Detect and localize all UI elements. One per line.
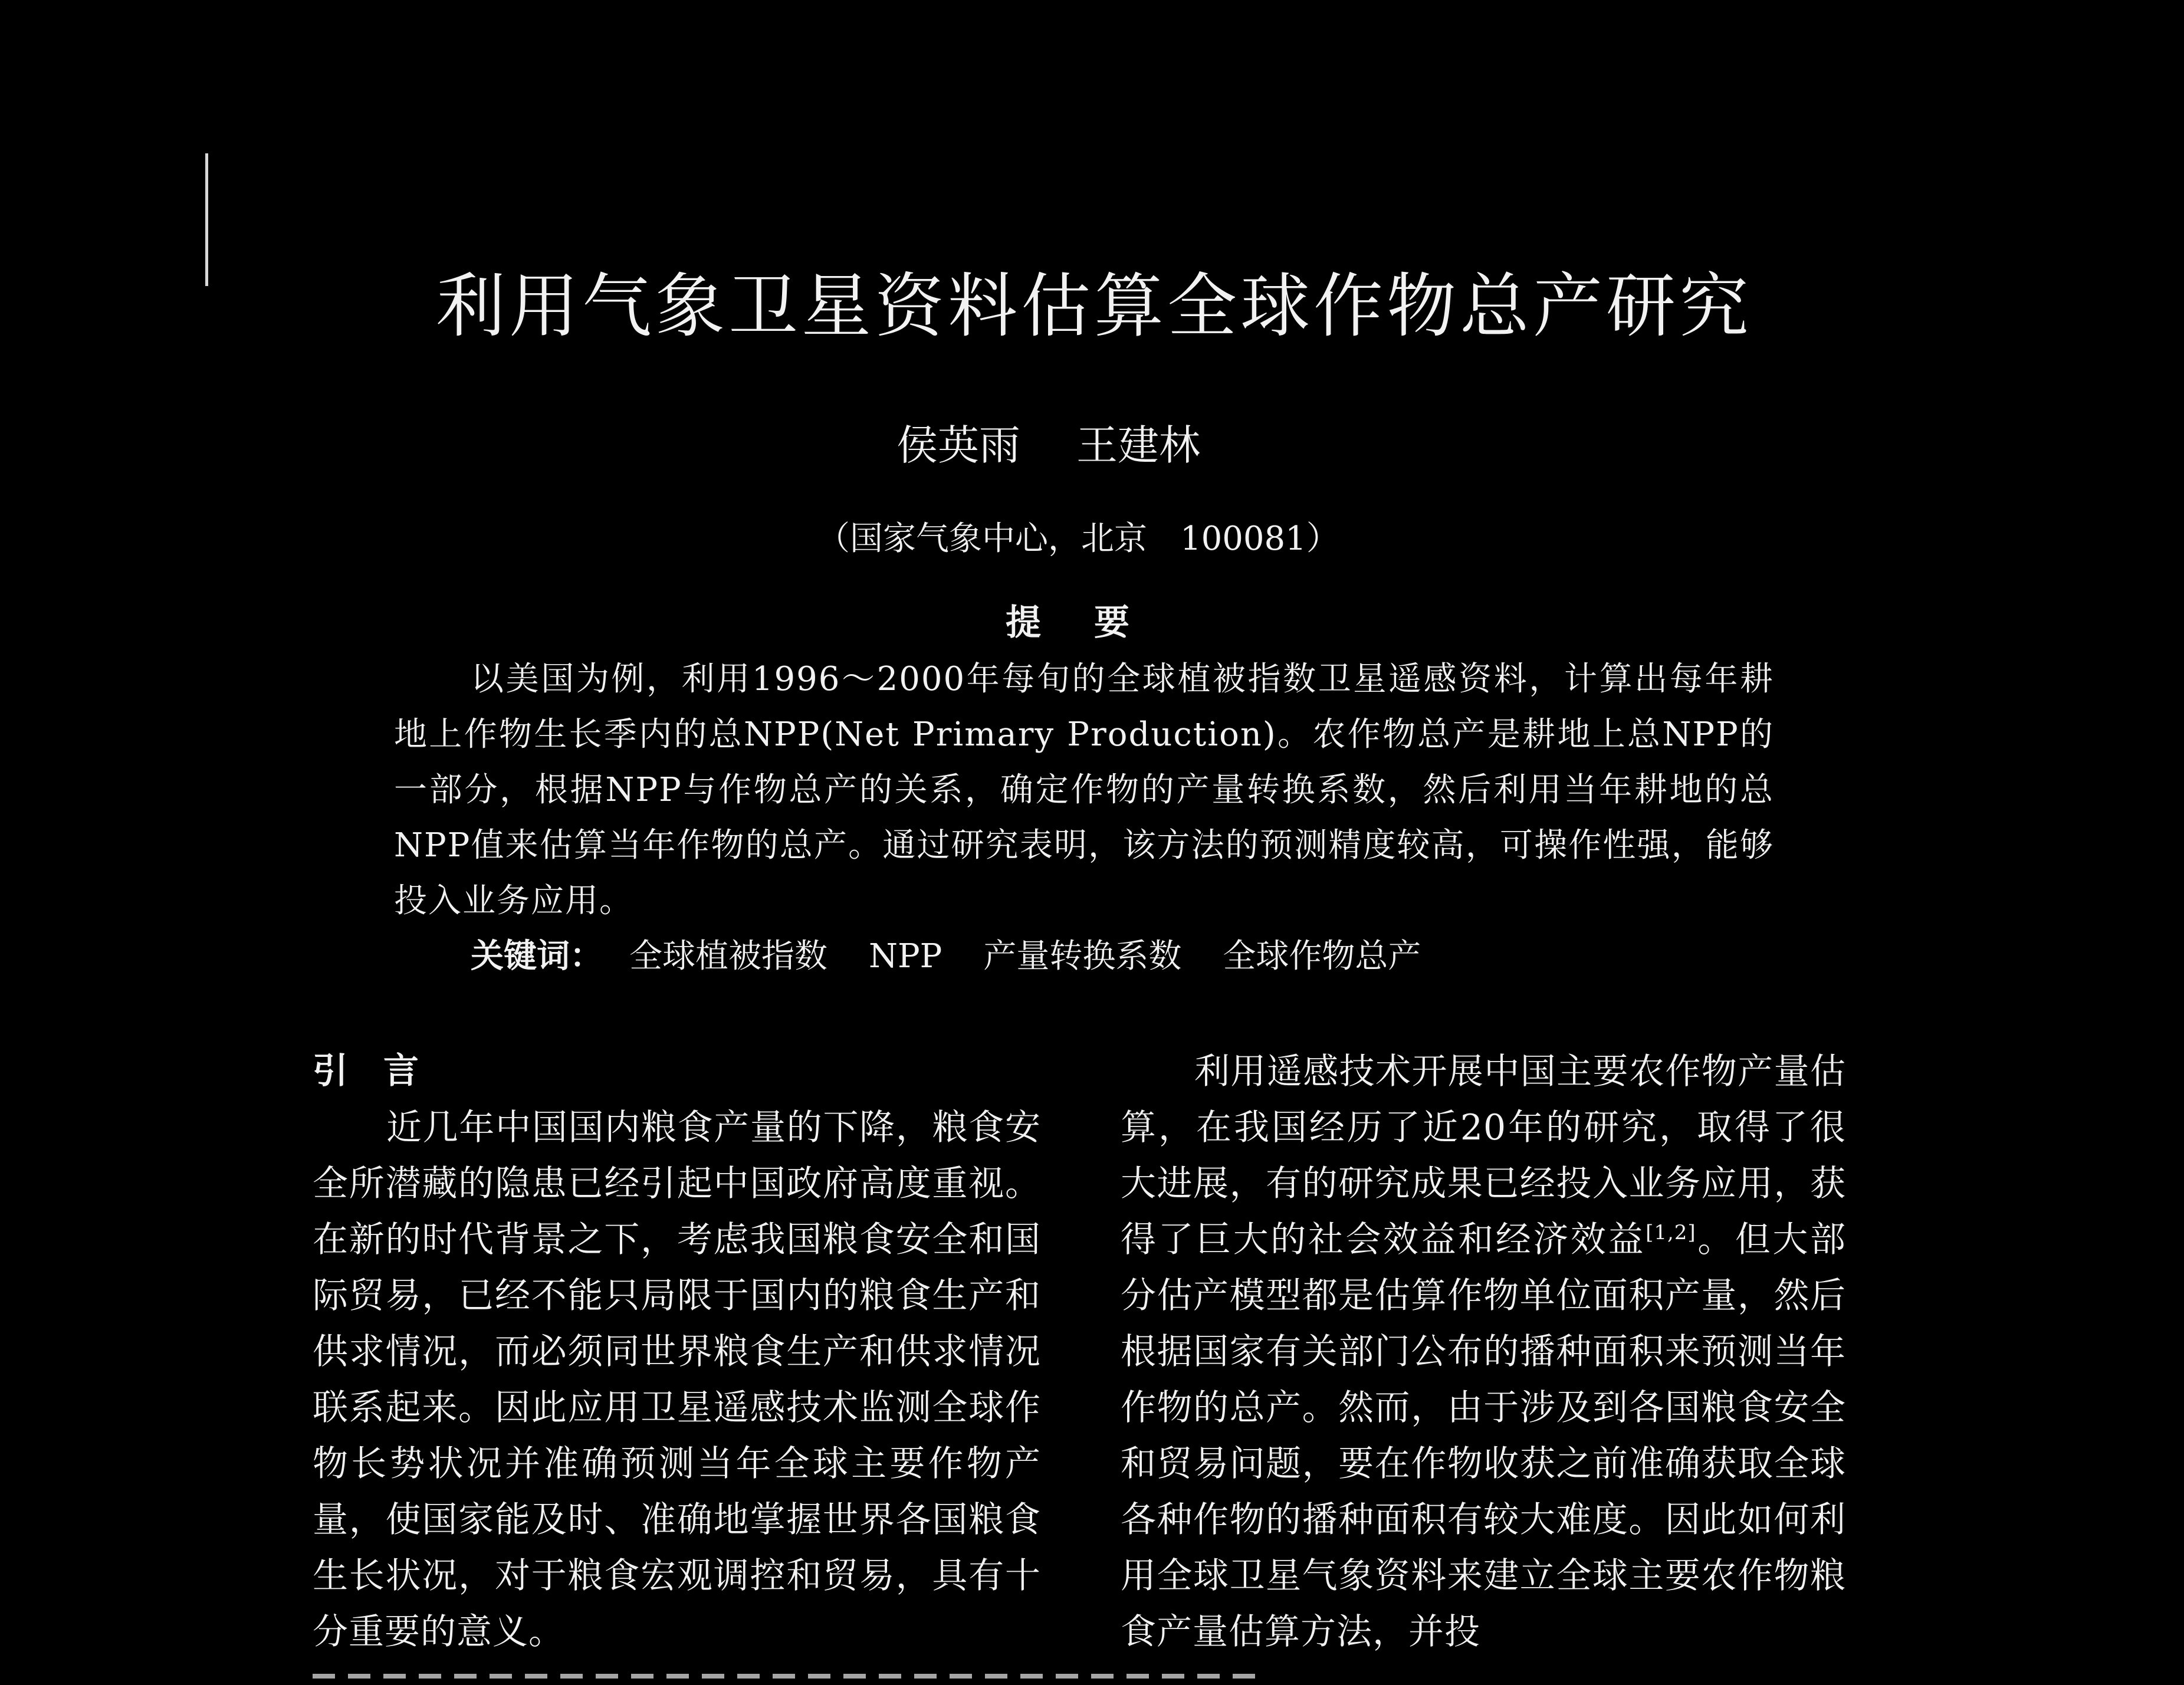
margin-line (205, 153, 208, 286)
abstract-heading: 提要 (1006, 602, 1183, 643)
citation: [1,2] (1646, 1221, 1696, 1244)
keywords-line (471, 937, 1462, 976)
keyword: 产量转换系数 (983, 937, 1182, 975)
keywords-label: 关键词： (471, 937, 603, 975)
affiliation: （国家气象中心，北京 100081） (817, 520, 1339, 558)
keyword: 全球作物总产 (1223, 937, 1421, 975)
body-column-left: 近几年中国国内粮食产量的下降，粮食安全所潜藏的隐患已经引起中国政府高度重视。在新的时代背景之下，考虑我国粮食安全和国际贸易，已经不能只局限于国内的粮食生产和供求情况，而必须同世界粮食生产和供求情况联系起来。因此应用卫星遥感技术监测全球作物长势状况并准确预测当年全球主要作物产量，使国家能及时、准确地掌握世界各国粮食生长状况，对于粮食宏观调控和贸易，具有十分重要的意义。 (313, 1107, 1041, 1653)
keyword: 全球植被指数 (629, 937, 827, 975)
author-name: 王建林 (1076, 421, 1200, 469)
abstract-body: 以美国为例，利用1996～2000年每旬的全球植被指数卫星遥感资料，计算出每年耕地上作物生长季内的总NPP(Net Primary Production)。农作物总产是耕地上总NPP的一部分，根据NPP与作物总产的关系，确定作物的产量转换系数，然后利用当年耕地的总NPP值来估算当年作物的总产。通过研究表明，该方法的预测精度较高，可操作性强，能够投入业务应用。 (394, 660, 1774, 920)
author-list (896, 421, 1286, 470)
paper-title: 利用气象卫星资料估算全球作物总产研究 (435, 265, 1752, 347)
body-column-right (1121, 1044, 1846, 1660)
keyword: NPP (869, 937, 942, 975)
author-name: 侯英雨 (896, 421, 1020, 469)
bottom-rule (313, 1674, 1256, 1679)
section-heading-intro: 引言 (313, 1050, 454, 1092)
body-text: 利用遥感技术开展中国主要农作物产量估算，在我国经历了近20年的研究，取得了很大进展，有的研究成果已经投入业务应用，获得了巨大的社会效益和经济效益 (1121, 1051, 1846, 1260)
body-text: 。但大部分估产模型都是估算作物单位面积产量，然后根据国家有关部门公布的播种面积来预测当年作物的总产。然而，由于涉及到各国粮食安全和贸易问题，要在作物收获之前准确获取全球各种作物的播种面积有较大难度。因此如何利用全球卫星气象资料来建立全球主要农作物粮食产量估算方法，并投 (1121, 1219, 1847, 1653)
